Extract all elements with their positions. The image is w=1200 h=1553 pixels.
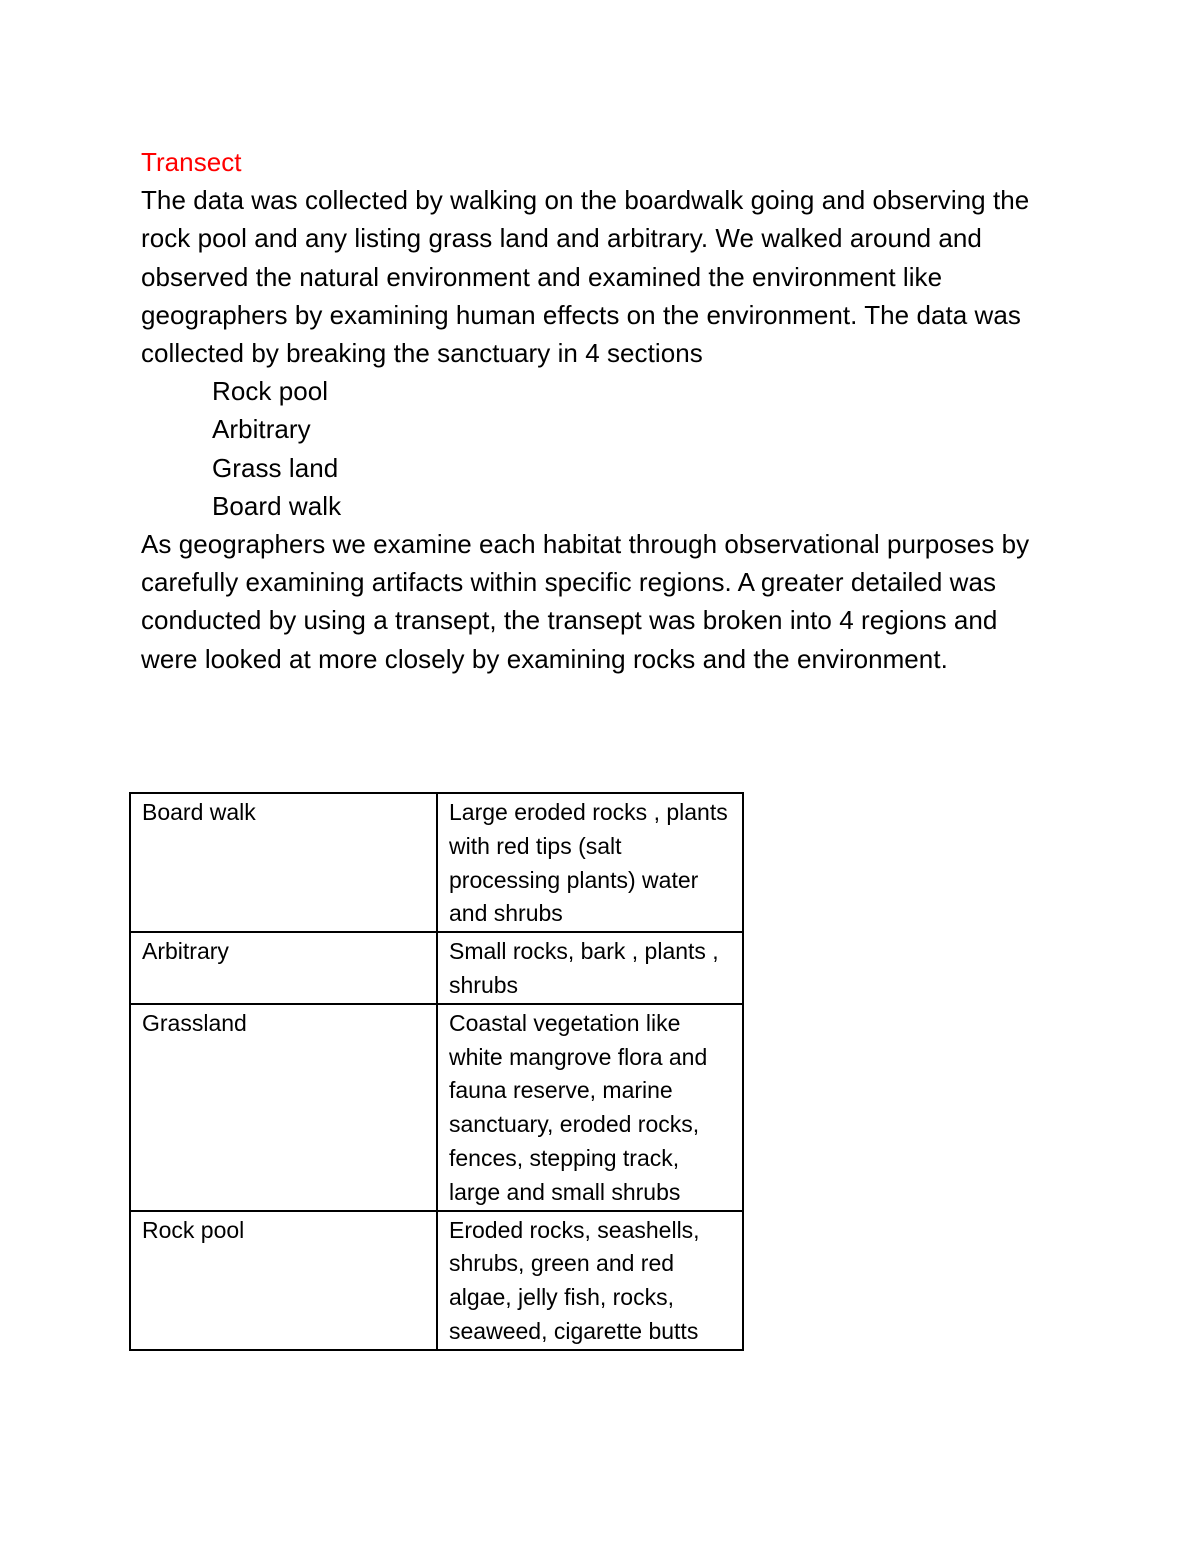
region-cell: Grassland [130,1004,437,1211]
habitat-observations-table [129,792,744,1351]
table-row [130,793,743,932]
list-item: Board walk [212,490,342,521]
table-row [130,1211,743,1350]
table-row [130,1004,743,1211]
region-cell: Arbitrary [130,932,437,1004]
observations-cell: Eroded rocks, seashells, shrubs, green and red algae, jelly fish, rocks, seaweed, cigarette butts [437,1211,743,1350]
observations-cell: Large eroded rocks , plants with red tips (salt processing plants) water and shrubs [437,793,743,932]
sections-list [141,372,1041,525]
list-item: Grass land [212,452,339,483]
document-title: Transect [141,147,242,177]
list-item: Arbitrary [212,414,311,445]
region-cell: Board walk [130,793,437,932]
intro-paragraph: The data was collected by walking on the boardwalk going and observing the rock pool and any listing grass land and arbitrary. We walked around and observed the natural environment and examined the environment like geographers by examining human effects on the environment. The data was collected by breaking the sanctuary in 4 sections [141,185,1030,369]
method-paragraph: As geographers we examine each habitat through observational purposes by carefully examining artifacts within specific regions. A greater detailed was conducted by using a transept, the transept was broken into 4 regions and were looked at more closely by examining rocks and the environment. [141,529,1030,674]
observations-cell: Coastal vegetation like white mangrove flora and fauna reserve, marine sanctuary, eroded rocks, fences, stepping track, large and small shrubs [437,1004,743,1211]
region-cell: Rock pool [130,1211,437,1350]
table-row [130,932,743,1004]
document-body [141,143,1041,678]
observations-cell: Small rocks, bark , plants , shrubs [437,932,743,1004]
list-item: Rock pool [212,376,329,407]
